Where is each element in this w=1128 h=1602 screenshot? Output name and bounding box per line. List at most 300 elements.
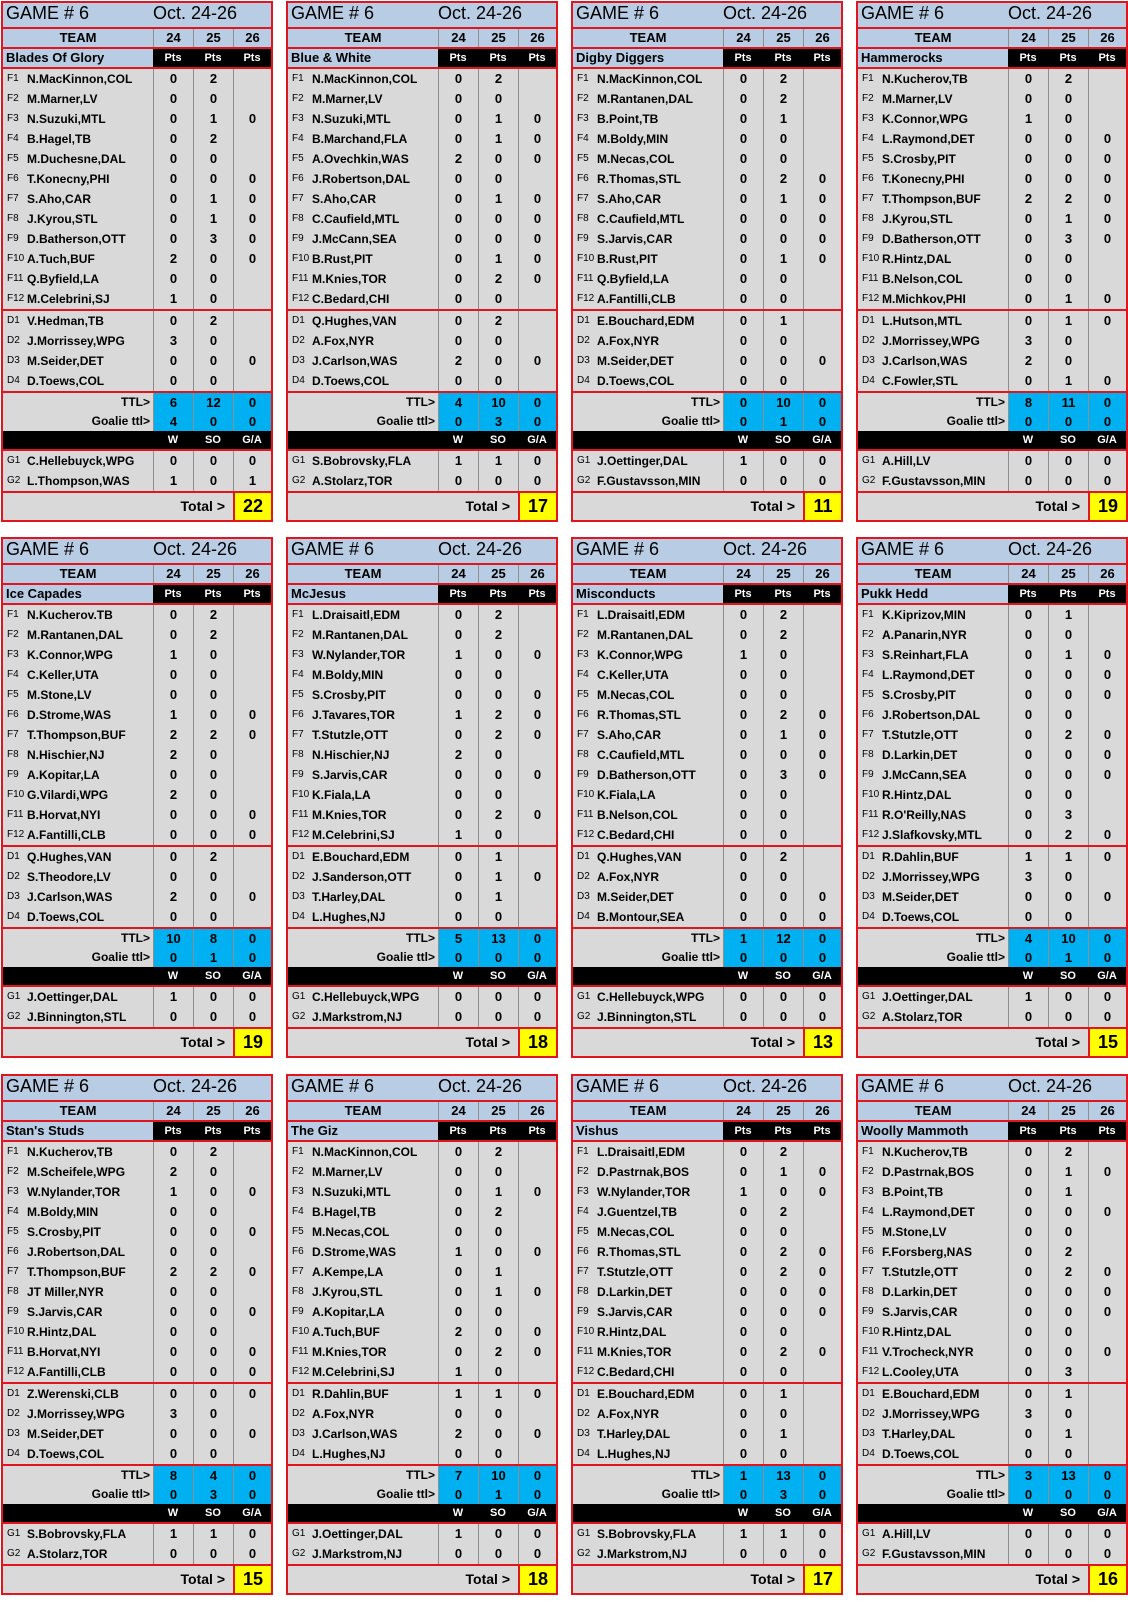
wins-cell: 1 (153, 471, 193, 491)
points-cell (803, 149, 841, 169)
player-name: D.Pastrnak,BOS (597, 1162, 723, 1182)
points-cell: 0 (803, 229, 841, 249)
goalie-stat-header: W (438, 967, 478, 985)
points-cell: 0 (1008, 1242, 1048, 1262)
day-header: 25 (478, 565, 518, 583)
points-cell: 2 (763, 169, 803, 189)
player-row (288, 129, 556, 149)
player-row (858, 705, 1126, 725)
pts-header: Pts (1048, 585, 1088, 603)
goalie-name: J.Oettinger,DAL (597, 451, 723, 471)
player-name: A.Fantilli,CLB (27, 825, 153, 845)
points-cell (803, 129, 841, 149)
points-cell: 1 (478, 249, 518, 269)
points-cell: 0 (1008, 745, 1048, 765)
goalie-name: J.Markstrom,NJ (597, 1544, 723, 1564)
ttl-value: 8 (193, 929, 233, 948)
goalie-header-row (858, 431, 1126, 449)
roster-slot: F2 (288, 625, 312, 645)
player-row (573, 645, 841, 665)
points-cell: 0 (478, 209, 518, 229)
points-cell (518, 311, 556, 331)
points-cell (803, 785, 841, 805)
points-cell: 0 (1008, 69, 1048, 89)
shutouts-cell: 0 (1048, 1007, 1088, 1027)
points-cell (803, 269, 841, 289)
points-cell: 0 (193, 289, 233, 309)
points-cell: 0 (723, 351, 763, 371)
roster-slot: F3 (858, 109, 882, 129)
points-cell: 0 (1048, 685, 1088, 705)
points-cell: 0 (1008, 907, 1048, 927)
points-cell: 0 (438, 1202, 478, 1222)
team-name-row (573, 1122, 841, 1140)
points-cell: 0 (1008, 605, 1048, 625)
player-name: S.Aho,CAR (27, 189, 153, 209)
pts-header: Pts (233, 1122, 271, 1140)
roster-slot: G2 (288, 1007, 312, 1027)
player-name: M.Marner,LV (27, 89, 153, 109)
player-name: G.Vilardi,WPG (27, 785, 153, 805)
goalie-ttl-row (573, 948, 841, 967)
points-cell: 0 (723, 189, 763, 209)
roster-slot: F12 (858, 825, 882, 845)
points-cell (1088, 1362, 1126, 1382)
day-header: 24 (723, 29, 763, 47)
points-cell: 0 (763, 1362, 803, 1382)
shutouts-cell: 0 (763, 451, 803, 471)
points-cell: 0 (518, 1384, 556, 1404)
points-cell: 0 (803, 725, 841, 745)
team-name-row (858, 49, 1126, 67)
player-row (288, 1362, 556, 1382)
points-cell: 2 (1048, 1262, 1088, 1282)
ttl-label: TTL> (858, 929, 1008, 948)
goalie-name: S.Bobrovsky,FLA (597, 1524, 723, 1544)
player-name: Q.Byfield,LA (27, 269, 153, 289)
player-row (3, 867, 271, 887)
player-name: R.Hintz,DAL (882, 249, 1008, 269)
player-name: S.Jarvis,CAR (882, 1302, 1008, 1322)
team-column-label: TEAM (3, 1102, 153, 1120)
points-cell: 2 (153, 745, 193, 765)
points-cell (233, 1242, 271, 1262)
points-cell: 0 (1008, 1222, 1048, 1242)
points-cell: 0 (193, 331, 233, 351)
points-cell: 0 (723, 209, 763, 229)
roster-slot: F9 (288, 1302, 312, 1322)
ttl-row (3, 929, 271, 948)
ttl-value: 0 (233, 393, 271, 412)
team-name: Vishus (573, 1122, 723, 1140)
points-cell: 0 (518, 149, 556, 169)
points-cell (233, 149, 271, 169)
points-cell: 0 (1088, 765, 1126, 785)
roster-slot: G2 (3, 471, 27, 491)
roster-slot: F3 (288, 645, 312, 665)
goalie-ttl-value: 0 (518, 412, 556, 431)
points-cell: 0 (438, 269, 478, 289)
roster-slot: F3 (573, 109, 597, 129)
ttl-value: 1 (723, 929, 763, 948)
points-cell: 0 (478, 1322, 518, 1342)
points-cell: 0 (233, 1302, 271, 1322)
points-cell: 0 (1088, 289, 1126, 309)
points-cell: 2 (763, 1202, 803, 1222)
player-row (858, 847, 1126, 867)
goalie-row (288, 987, 556, 1007)
player-row (858, 371, 1126, 391)
points-cell: 0 (1008, 1182, 1048, 1202)
points-cell: 0 (1048, 109, 1088, 129)
player-row (3, 1142, 271, 1162)
player-row (858, 1202, 1126, 1222)
points-cell: 0 (1008, 685, 1048, 705)
player-row (573, 1202, 841, 1222)
points-cell: 0 (193, 1362, 233, 1382)
points-cell: 2 (153, 725, 193, 745)
total-label: Total > (288, 1029, 518, 1056)
goalie-stat-header: SO (478, 1504, 518, 1522)
roster-slot: F2 (573, 1162, 597, 1182)
pts-header: Pts (518, 1122, 556, 1140)
player-row (573, 1222, 841, 1242)
roster-slot: F5 (858, 149, 882, 169)
points-cell: 2 (153, 887, 193, 907)
total-row (858, 493, 1126, 520)
player-row (573, 69, 841, 89)
points-cell: 0 (478, 1162, 518, 1182)
points-cell (803, 847, 841, 867)
ttl-label: TTL> (858, 393, 1008, 412)
player-row (573, 867, 841, 887)
goalie-stat-header: W (723, 967, 763, 985)
roster-slot: F3 (573, 1182, 597, 1202)
pts-header: Pts (1008, 1122, 1048, 1140)
goalie-row (3, 1544, 271, 1564)
player-row (3, 725, 271, 745)
player-row (288, 825, 556, 845)
player-row (573, 1142, 841, 1162)
points-cell: 1 (193, 209, 233, 229)
player-name: J.Robertson,DAL (312, 169, 438, 189)
roster-slot: G2 (288, 1544, 312, 1564)
points-cell (233, 1162, 271, 1182)
goalie-stat-header: SO (763, 431, 803, 449)
ttl-label: TTL> (288, 393, 438, 412)
points-cell: 0 (1088, 1342, 1126, 1362)
goalie-ttl-value: 0 (233, 412, 271, 431)
roster-slot: F4 (3, 665, 27, 685)
points-cell: 0 (1048, 745, 1088, 765)
total-label: Total > (573, 1566, 803, 1593)
goalie-stat-header: SO (193, 431, 233, 449)
goalie-ttl-value: 0 (1008, 948, 1048, 967)
player-row (288, 311, 556, 331)
roster-slot: F9 (858, 765, 882, 785)
roster-slot: F12 (3, 1362, 27, 1382)
points-cell: 0 (723, 229, 763, 249)
player-row (3, 805, 271, 825)
goalie-stat-header: G/A (803, 967, 841, 985)
wins-cell: 0 (723, 1007, 763, 1027)
pts-header: Pts (1088, 1122, 1126, 1140)
roster-slot: F10 (858, 785, 882, 805)
roster-slot: F11 (288, 805, 312, 825)
points-cell: 0 (723, 1282, 763, 1302)
player-row (288, 229, 556, 249)
points-cell (518, 289, 556, 309)
points-cell: 1 (1008, 847, 1048, 867)
shutouts-cell: 0 (193, 1544, 233, 1564)
ttl-label: TTL> (858, 1466, 1008, 1485)
player-row (3, 685, 271, 705)
points-cell: 0 (763, 1322, 803, 1342)
points-cell (803, 289, 841, 309)
points-cell: 2 (478, 705, 518, 725)
points-cell: 0 (1008, 1322, 1048, 1342)
points-cell: 3 (153, 331, 193, 351)
points-cell: 2 (1008, 189, 1048, 209)
roster-slot: F10 (288, 785, 312, 805)
points-cell: 0 (518, 129, 556, 149)
points-cell: 0 (723, 825, 763, 845)
player-row (3, 189, 271, 209)
points-cell (518, 1142, 556, 1162)
roster-slot: F6 (573, 169, 597, 189)
roster-slot: F2 (858, 89, 882, 109)
goalie-ttl-row (288, 948, 556, 967)
points-cell: 0 (153, 1222, 193, 1242)
total-row (573, 493, 841, 520)
points-cell: 0 (1048, 887, 1088, 907)
day-header-row (573, 565, 841, 583)
points-cell: 2 (478, 725, 518, 745)
points-cell: 0 (1048, 149, 1088, 169)
player-name: T.Thompson,BUF (882, 189, 1008, 209)
points-cell: 0 (153, 907, 193, 927)
points-cell: 0 (153, 129, 193, 149)
roster-slot: F6 (858, 169, 882, 189)
player-name: A.Fox,NYR (312, 331, 438, 351)
day-header-row (288, 1102, 556, 1120)
goalie-header-row (858, 967, 1126, 985)
points-cell: 0 (478, 1404, 518, 1424)
day-header: 26 (1088, 29, 1126, 47)
day-header: 26 (1088, 1102, 1126, 1120)
points-cell (1088, 1322, 1126, 1342)
points-cell: 0 (723, 169, 763, 189)
roster-slot: F11 (573, 1342, 597, 1362)
points-cell (803, 1384, 841, 1404)
points-cell: 2 (1048, 189, 1088, 209)
goalie-ttl-label: Goalie ttl> (288, 1485, 438, 1504)
goalie-ttl-value: 0 (803, 412, 841, 431)
player-row (858, 1322, 1126, 1342)
points-cell: 0 (518, 685, 556, 705)
team-column-label: TEAM (858, 565, 1008, 583)
points-cell: 0 (1088, 149, 1126, 169)
roster-slot: F9 (573, 229, 597, 249)
ttl-value: 4 (193, 1466, 233, 1485)
player-name: R.Thomas,STL (597, 1242, 723, 1262)
roster-slot: D2 (3, 331, 27, 351)
points-cell: 0 (723, 1424, 763, 1444)
points-cell (233, 785, 271, 805)
player-name: D.Toews,COL (27, 371, 153, 391)
points-cell: 0 (803, 1282, 841, 1302)
wins-cell: 1 (723, 1524, 763, 1544)
wins-cell: 0 (438, 471, 478, 491)
player-row (288, 209, 556, 229)
player-name: C.Caufield,MTL (597, 209, 723, 229)
player-name: L.Raymond,DET (882, 129, 1008, 149)
roster-slot: D1 (288, 847, 312, 867)
player-name: D.Larkin,DET (882, 1282, 1008, 1302)
points-cell: 0 (803, 1182, 841, 1202)
roster-slot: F2 (573, 625, 597, 645)
goalie-row (858, 451, 1126, 471)
player-name: N.MacKinnon,COL (27, 69, 153, 89)
points-cell (1088, 331, 1126, 351)
goalie-ttl-value: 0 (518, 948, 556, 967)
goalie-ttl-value: 0 (1088, 412, 1126, 431)
game-header (573, 539, 841, 563)
roster-slot: F5 (858, 1222, 882, 1242)
points-cell: 0 (763, 665, 803, 685)
points-cell: 2 (478, 1142, 518, 1162)
roster-slot: F8 (3, 209, 27, 229)
player-name: D.Pastrnak,BOS (882, 1162, 1008, 1182)
roster-slot: F6 (858, 705, 882, 725)
goalie-ttl-value: 0 (1048, 412, 1088, 431)
player-row (3, 1282, 271, 1302)
roster-slot: F7 (3, 725, 27, 745)
player-name: M.Celebrini,SJ (312, 825, 438, 845)
goalie-ttl-label: Goalie ttl> (3, 412, 153, 431)
player-name: C.Keller,UTA (597, 665, 723, 685)
roster-slot: G1 (573, 451, 597, 471)
player-name: W.Nylander,TOR (597, 1182, 723, 1202)
player-name: JT Miller,NYR (27, 1282, 153, 1302)
points-cell: 1 (438, 1242, 478, 1262)
player-row (288, 1282, 556, 1302)
goalie-name: C.Hellebuyck,WPG (597, 987, 723, 1007)
points-cell: 0 (723, 705, 763, 725)
points-cell: 0 (518, 1342, 556, 1362)
shutouts-cell: 0 (193, 471, 233, 491)
points-cell: 0 (153, 229, 193, 249)
roster-slot: D4 (3, 1444, 27, 1464)
points-cell: 0 (723, 1404, 763, 1424)
total-label: Total > (858, 1029, 1088, 1056)
points-cell: 0 (478, 645, 518, 665)
points-cell: 0 (153, 1242, 193, 1262)
player-row (288, 887, 556, 907)
player-row (573, 1362, 841, 1382)
points-cell: 0 (803, 1242, 841, 1262)
goalie-ttl-label: Goalie ttl> (3, 1485, 153, 1504)
player-name: B.Rust,PIT (312, 249, 438, 269)
points-cell: 0 (438, 665, 478, 685)
roster-slot: D4 (288, 1444, 312, 1464)
pts-header: Pts (153, 585, 193, 603)
points-cell: 0 (438, 229, 478, 249)
goalie-stat-header: G/A (518, 431, 556, 449)
player-row (3, 765, 271, 785)
ttl-value: 0 (518, 393, 556, 412)
wins-cell: 0 (1008, 471, 1048, 491)
day-header: 25 (1048, 29, 1088, 47)
player-name: J.Robertson,DAL (882, 705, 1008, 725)
roster-slot: F1 (573, 1142, 597, 1162)
roster-slot: F7 (858, 1262, 882, 1282)
player-row (288, 785, 556, 805)
game-label: GAME # 6 (288, 1076, 438, 1100)
roster-slot: D4 (858, 1444, 882, 1464)
goalie-stat-header: SO (478, 967, 518, 985)
points-cell (518, 785, 556, 805)
player-name: M.Stone,LV (882, 1222, 1008, 1242)
points-cell: 0 (438, 1282, 478, 1302)
goalie-ttl-value: 0 (763, 948, 803, 967)
player-row (573, 605, 841, 625)
goalie-stat-header: SO (763, 1504, 803, 1522)
points-cell: 0 (723, 867, 763, 887)
player-row (858, 1282, 1126, 1302)
ttl-label: TTL> (3, 393, 153, 412)
points-cell: 1 (1048, 1384, 1088, 1404)
player-name: M.Celebrini,SJ (312, 1362, 438, 1382)
points-cell (233, 1142, 271, 1162)
goalie-stat-header: SO (193, 1504, 233, 1522)
points-cell: 0 (518, 645, 556, 665)
points-cell: 0 (763, 805, 803, 825)
points-cell (1088, 785, 1126, 805)
shutouts-cell: 0 (763, 1007, 803, 1027)
roster-slot: D1 (573, 847, 597, 867)
roster-slot: F11 (288, 269, 312, 289)
points-cell: 0 (723, 745, 763, 765)
wins-cell: 0 (438, 987, 478, 1007)
player-name: B.Horvat,NYI (27, 1342, 153, 1362)
roster-slot: F5 (573, 685, 597, 705)
points-cell: 0 (723, 765, 763, 785)
points-cell: 0 (153, 1322, 193, 1342)
roster-slot: F6 (858, 1242, 882, 1262)
player-name: L.Raymond,DET (882, 1202, 1008, 1222)
roster-slot: F6 (288, 705, 312, 725)
points-cell: 0 (1008, 1302, 1048, 1322)
points-cell: 1 (1048, 311, 1088, 331)
total-label: Total > (288, 493, 518, 520)
roster-slot: D2 (288, 331, 312, 351)
points-cell: 0 (1088, 371, 1126, 391)
points-cell (518, 1302, 556, 1322)
player-row (858, 169, 1126, 189)
game-header (288, 539, 556, 563)
day-header: 24 (438, 565, 478, 583)
points-cell: 0 (763, 289, 803, 309)
ttl-value: 4 (438, 393, 478, 412)
points-cell: 2 (438, 149, 478, 169)
player-row (3, 1322, 271, 1342)
points-cell (518, 887, 556, 907)
player-row (858, 1162, 1126, 1182)
total-value: 15 (1088, 1029, 1126, 1056)
roster-slot: F8 (573, 209, 597, 229)
points-cell: 0 (1008, 665, 1048, 685)
